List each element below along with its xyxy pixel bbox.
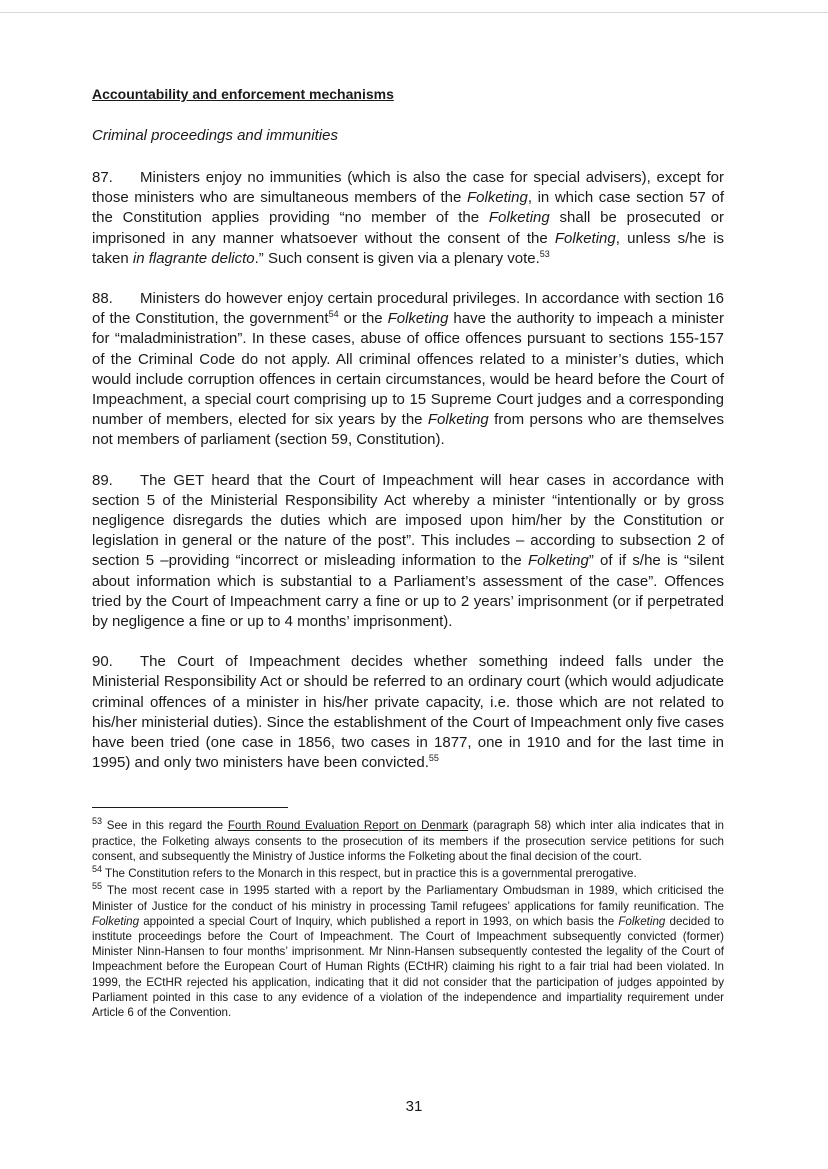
paragraph-number: 89. [92,471,113,489]
footnote-text: The Constitution refers to the Monarch in this respect, but in practice this is a governmental prerogative. [102,867,637,881]
footnote-number: 55 [92,881,103,892]
paragraph-text: , in which case section 57 of the Constitution applies providing “no member of the [92,189,724,227]
footnote-53 [92,818,724,864]
italic-term: Folketing [466,189,528,207]
paragraph-text: Ministers do however enjoy certain procedural privileges. In accordance with section 16 of the Constitution, the government [92,290,724,328]
paragraph-text: or the [338,310,388,328]
scan-edge-line [0,12,828,13]
paragraph-text: ” of if s/he is “silent about information which is substantial to a Parliament’s assessment of the case”. Offences tried by the Court of Impeachment carry a fine or up to 2 years’ imprisonment (or if perpetrated by negligence a fine or up to 4 months’ imprisonment). [92,552,724,631]
footnote-text: (paragraph 58) which inter alia indicates that in practice, the Folketing always consents to the prosecution of its members if the prosecution service petitions for such consent, and subsequently the Ministry of Justice informs the Folketing about the final decision of the court. [92,819,724,863]
footnote-divider [92,807,288,808]
paragraph-number: 90. [92,653,113,671]
italic-term: Folketing [554,229,616,247]
italic-term: in flagrante delicto [132,249,255,267]
italic-term: Folketing [387,310,449,328]
italic-term: Folketing [92,914,140,928]
italic-term: Folketing [618,914,666,928]
report-link[interactable]: Fourth Round Evaluation Report on Denmark [227,819,469,833]
paragraph-87 [92,168,724,269]
paragraph-text: shall be prosecuted or imprisoned in any manner whatsoever without the consent of the [92,209,724,247]
footnote-text: The most recent case in 1995 started with a report by the Parliamentary Ombudsman in 1989, which criticised the Minister of Justice for the conduct of his ministry in processing Tamil refugees’ applications for family reunification. The [92,884,724,913]
page-content [92,84,724,1022]
paragraph-text: from persons who are themselves not members of parliament (section 59, Constitution). [92,411,724,449]
paragraph-text: have the authority to impeach a minister for “maladministration”. In these cases, abuse of office offences pursuant to sections 155-157 of the Criminal Code do not apply. All criminal offences related to a minister’s duties, which would include corruption offences in certain circumstances, would be heard before the Court of Impeachment, a special court comprising up to 15 Supreme Court judges and a corresponding number of members, elected for six years by the [92,310,724,429]
paragraph-text: .” Such consent is given via a plenary vote. [254,249,540,267]
page-number: 31 [405,1098,423,1115]
italic-term: Folketing [527,552,589,570]
footnote-ref-55[interactable]: 55 [428,753,439,764]
paragraph-text: The Court of Impeachment decides whether something indeed falls under the Ministerial Responsibility Act or should be referred to an ordinary court (which would adjudicate criminal offences of a minister in his/her private capacity, i.e. those which are not related to his/her ministerial duties). Since the establishment of the Court of Impeachment only five cases have been tried (one case in 1856, two cases in 1877, one in 1910 and for the last time in 1995) and only two ministers have been convicted. [92,653,724,772]
paragraph-89 [92,471,724,633]
paragraph-88 [92,289,724,451]
paragraph-text: Ministers enjoy no immunities (which is also the case for special advisers), except for those ministers who are simultaneous members of the [92,169,724,207]
italic-term: Folketing [488,209,550,227]
paragraph-90 [92,652,724,773]
footnote-text: appointed a special Court of Inquiry, which published a report in 1993, on which basis the [139,914,619,928]
paragraph-number: 87. [92,169,113,186]
footnote-ref-53[interactable]: 53 [539,248,550,259]
paragraph-text: The GET heard that the Court of Impeachment will hear cases in accordance with section 5 of the Ministerial Responsibility Act whereby a minister “intentionally or by gross negligence disregards the duties which are imposed upon him/her by the Constitution or legislation in general or the nature of the post”. This includes – according to subsection 2 of section 5 –providing “incorrect or misleading information to the [92,471,724,570]
footnote-text: decided to institute proceedings before the Court of Impeachment. The Court of Impeachment subsequently convicted (former) Minister Ninn-Hansen to four months’ imprisonment. Mr Ninn-Hansen subsequently contested the legality of the Court of Impeachment before the European Court of Human Rights (ECtHR) claiming his right to a fair trial had been violated. In 1999, the ECtHR rejected his application, indicating that it did not consider that the participation of judges appointed by Parliament pointed in this case to any evidence of a violation of the independence and impartiality requirement under Article 6 of the Convention. [92,914,724,1019]
footnote-55 [92,883,724,1020]
footnote-ref-54[interactable]: 54 [328,309,339,320]
footnote-text: See in this regard the [102,819,228,833]
footnote-number: 53 [92,816,103,827]
footnote-number: 54 [92,864,103,875]
paragraph-text: , unless s/he is taken [92,229,725,267]
footnote-54 [92,866,724,881]
italic-term: Folketing [427,411,489,429]
section-subheading: Criminal proceedings and immunities [92,127,338,144]
section-heading: Accountability and enforcement mechanisms [92,86,394,102]
paragraph-number: 88. [92,290,113,308]
